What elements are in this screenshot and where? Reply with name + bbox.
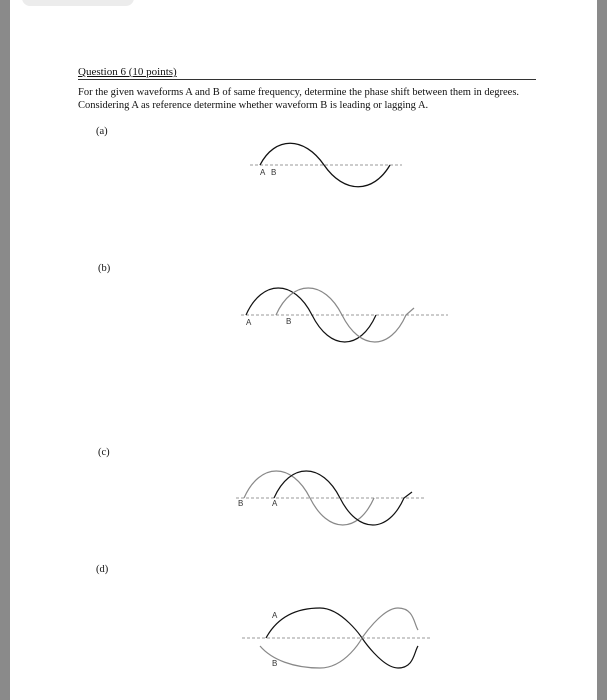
top-tab [22,0,134,6]
label-b: B [238,499,244,508]
part-b-label: (b) [98,263,111,274]
label-a: A [246,318,252,327]
label-b: B [286,317,292,326]
waveform-b-plot [236,280,456,350]
label-b: B [272,659,278,668]
document-page [10,0,597,700]
question-title [78,66,536,80]
label-a: A [260,168,266,177]
label-a: A [272,611,278,620]
part-c-label: (c) [98,447,110,458]
waveform-c-plot [232,462,432,532]
label-a: A [272,499,278,508]
label-b: B [271,168,277,177]
part-d-label: (d) [96,564,109,575]
question-title-text: Question 6 (10 points) [78,66,177,78]
question-prompt: For the given waveforms A and B of same frequency, determine the phase shift between them in degrees. Considering A as reference determine whether waveform B is leading or lagging A. [78,87,520,111]
waveform-d-plot [238,600,438,680]
part-a-label: (a) [96,126,108,137]
waveform-a-plot [240,130,410,200]
